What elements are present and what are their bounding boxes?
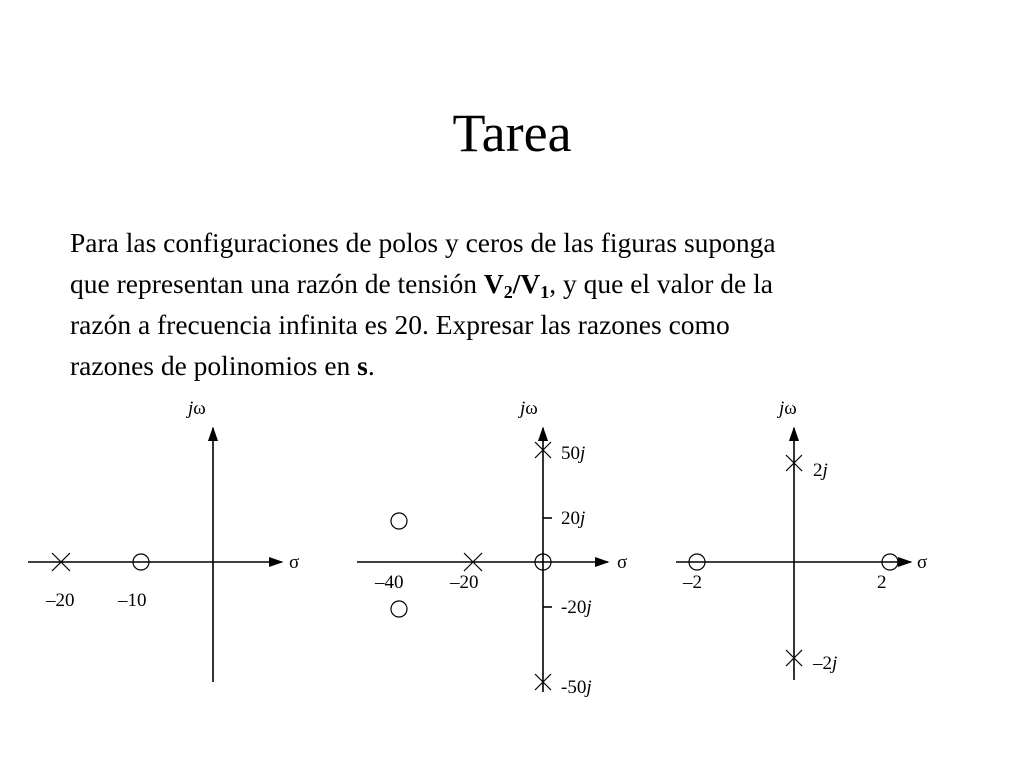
jw-axis-label: jω: [520, 398, 538, 419]
v2-symbol: $V_2/V_1$: [483, 268, 550, 302]
statement-line-2-start: que representan una razón de tensión: [70, 268, 484, 299]
imag-tick-label: -20j: [561, 597, 592, 618]
zero-marker: [391, 601, 407, 617]
pole-zero-plot-1: [28, 398, 299, 682]
real-tick-label: –20: [450, 572, 479, 593]
jw-axis-label: jω: [188, 398, 206, 419]
pole-zero-plot-2: [357, 398, 627, 698]
imag-tick-label: –2j: [813, 653, 838, 674]
pole-zero-plot-3: [676, 398, 927, 680]
s-symbol: s: [357, 350, 368, 381]
jw-axis-label: jω: [779, 398, 797, 419]
zero-marker: [391, 513, 407, 529]
statement-line-3: razón a frecuencia infinita es 20. Expresar las razones como: [70, 309, 730, 340]
imag-tick-label: -50j: [561, 677, 592, 698]
sigma-axis-label: σ: [917, 552, 928, 573]
statement-line-2-end: , y que el valor de la: [549, 268, 773, 299]
imag-tick-label: 20j: [561, 508, 586, 529]
real-tick-label: –40: [375, 572, 404, 593]
slide-title: Tarea: [452, 103, 572, 163]
sigma-axis-label: σ: [617, 552, 628, 573]
statement-line-4: razones de polinomios en s.: [70, 350, 375, 381]
imag-tick-label: 2j: [813, 460, 828, 481]
imag-tick-label: 50j: [561, 443, 586, 464]
real-tick-label: 2: [877, 572, 887, 593]
sigma-axis-label: σ: [289, 552, 300, 573]
real-tick-label: –20: [46, 590, 75, 611]
statement-line-1: Para las configuraciones de polos y ceros de las figuras suponga: [70, 227, 776, 258]
real-tick-label: –2: [683, 572, 702, 593]
real-tick-label: –10: [118, 590, 147, 611]
